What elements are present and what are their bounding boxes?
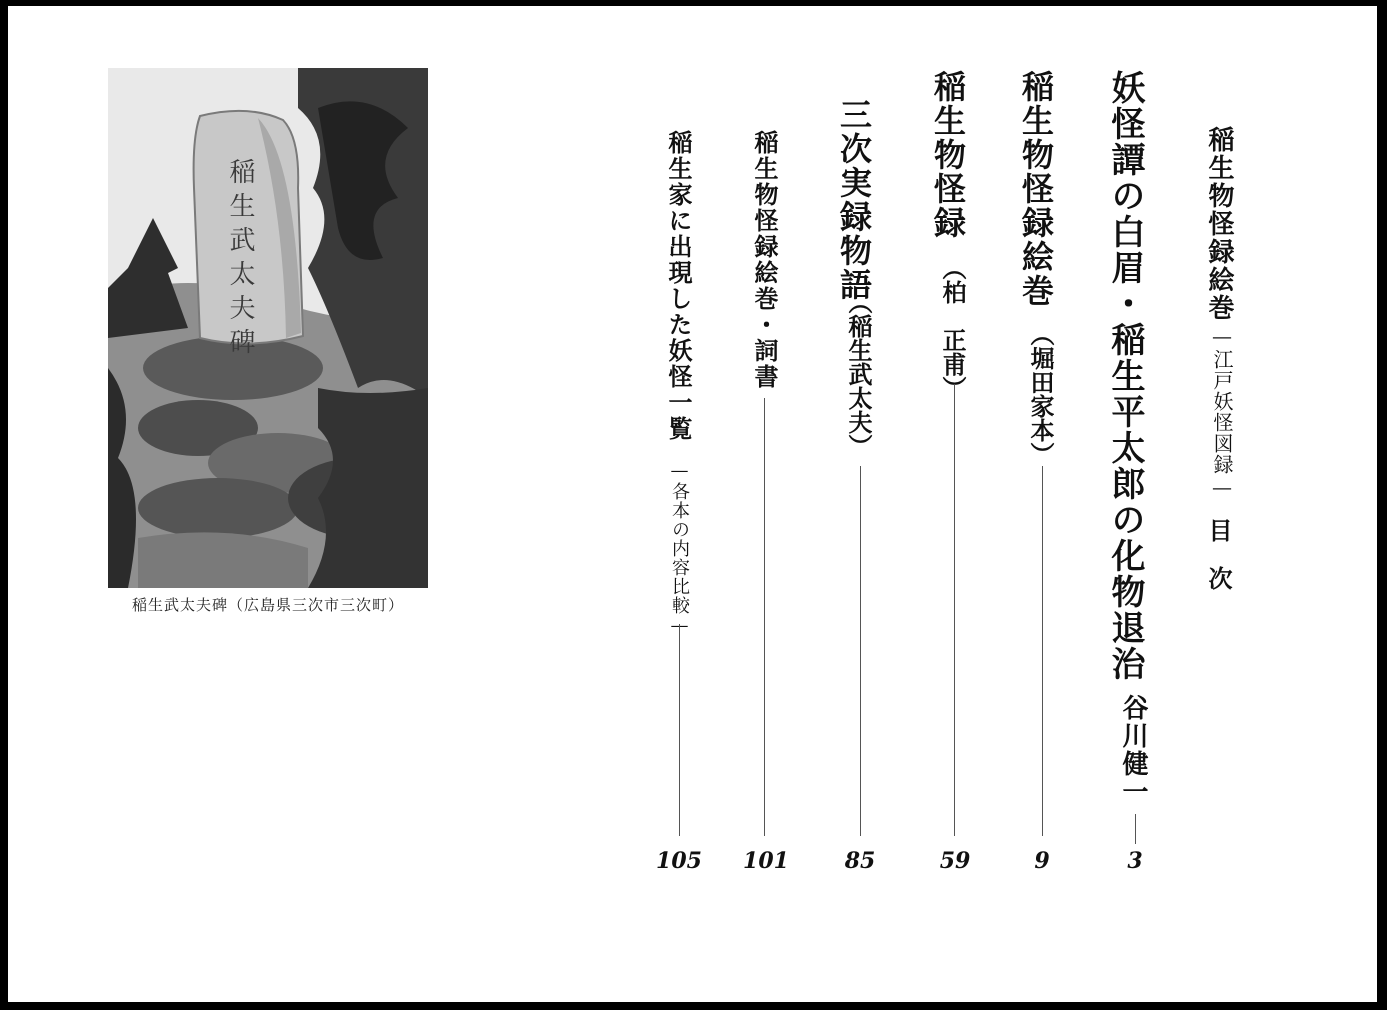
page-number: 105 (656, 848, 702, 874)
page-number: 59 (939, 848, 971, 874)
photo-caption: 稲生武太夫碑（広島県三次市三次町） (131, 596, 404, 614)
leader-line (860, 466, 861, 836)
entry-title: 妖怪譚の白眉・稲生平太郎の化物退治 (1105, 70, 1145, 682)
monument-photo-illustration (108, 68, 428, 588)
book-page (8, 6, 1377, 1002)
leader-line (1135, 814, 1136, 844)
entry-title: 稲生家に出現した妖怪一覧 (664, 130, 693, 442)
entry-author: （柏 正甫） (938, 256, 967, 400)
book-subtitle: —江戸妖怪図録— (1210, 324, 1234, 500)
page-number: 3 (1127, 848, 1143, 874)
entry-author: （稲生武太夫） (844, 290, 873, 458)
page-number: 101 (743, 848, 789, 874)
monument-inscription: 稲生武太夫碑 (225, 158, 255, 362)
leader-line (679, 624, 680, 836)
monument-photo (108, 68, 428, 588)
entry-author: （堀田家本） (1026, 322, 1055, 466)
entry-subtitle: —各本の内容比較— (669, 460, 690, 637)
toc-label: 目 次 (1204, 518, 1233, 590)
entry-title: 稲生物怪録 (929, 70, 967, 240)
page-number: 9 (1034, 848, 1050, 874)
entry-title: 稲生物怪録絵巻 (1017, 70, 1055, 308)
leader-line (764, 398, 765, 836)
page-number: 85 (844, 848, 876, 874)
entry-title: 三次実録物語 (835, 98, 873, 302)
leader-line (1042, 466, 1043, 836)
leader-line (954, 384, 955, 836)
entry-author: 谷川健一 (1118, 694, 1148, 806)
entry-title: 稲生物怪録絵巻・詞書 (750, 130, 779, 390)
book-title: 稲生物怪録絵巻 (1204, 126, 1234, 322)
